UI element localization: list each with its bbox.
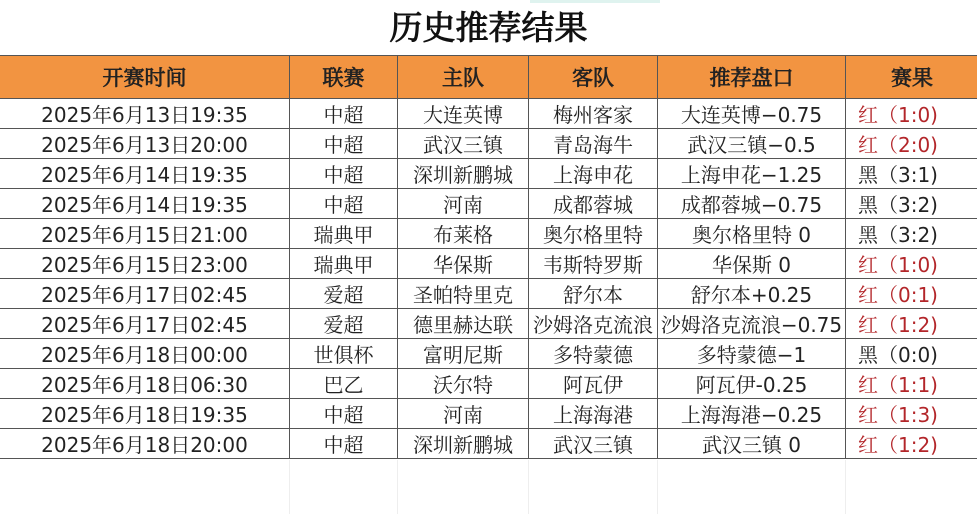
cell-result: 黑（0:0) (846, 339, 977, 369)
cell-pick: 武汉三镇 0 (658, 429, 846, 459)
cell-pick: 华保斯 0 (658, 249, 846, 279)
cell-league: 中超 (290, 399, 398, 429)
cell-time: 2025年6月15日21:00 (0, 219, 290, 249)
cell-time: 2025年6月15日23:00 (0, 249, 290, 279)
cell-away: 成都蓉城 (529, 189, 658, 219)
cell-time: 2025年6月14日19:35 (0, 189, 290, 219)
cell-result: 红（1:1) (846, 369, 977, 399)
cell-time: 2025年6月18日20:00 (0, 429, 290, 459)
header-away: 客队 (529, 56, 658, 99)
cell-home: 富明尼斯 (398, 339, 529, 369)
cell-away: 多特蒙德 (529, 339, 658, 369)
cell-result: 红（1:3) (846, 399, 977, 429)
cell-away: 武汉三镇 (529, 429, 658, 459)
table-row (0, 189, 977, 219)
cell-home: 深圳新鹏城 (398, 159, 529, 189)
cell-league: 爱超 (290, 279, 398, 309)
cell-home: 华保斯 (398, 249, 529, 279)
table-row (0, 309, 977, 339)
page-title: 历史推荐结果 (389, 8, 588, 47)
cell-league: 瑞典甲 (290, 249, 398, 279)
cell-pick: 武汉三镇−0.5 (658, 129, 846, 159)
cell-pick: 大连英博−0.75 (658, 99, 846, 129)
cell-pick: 多特蒙德−1 (658, 339, 846, 369)
cell-pick: 成都蓉城−0.75 (658, 189, 846, 219)
cell-league: 中超 (290, 99, 398, 129)
cell-home: 河南 (398, 189, 529, 219)
results-table (0, 55, 977, 459)
cell-league: 中超 (290, 129, 398, 159)
cell-pick: 沙姆洛克流浪−0.75 (658, 309, 846, 339)
header-time: 开赛时间 (0, 56, 290, 99)
cell-time: 2025年6月14日19:35 (0, 159, 290, 189)
cell-home: 深圳新鹏城 (398, 429, 529, 459)
cell-home: 圣帕特里克 (398, 279, 529, 309)
table-row (0, 99, 977, 129)
cell-away: 梅州客家 (529, 99, 658, 129)
gridline (397, 460, 398, 514)
table-row (0, 129, 977, 159)
cell-league: 中超 (290, 159, 398, 189)
cell-time: 2025年6月18日06:30 (0, 369, 290, 399)
cell-home: 德里赫达联 (398, 309, 529, 339)
cell-pick: 奥尔格里特 0 (658, 219, 846, 249)
cell-home: 河南 (398, 399, 529, 429)
table-row (0, 399, 977, 429)
table-row (0, 279, 977, 309)
cell-away: 韦斯特罗斯 (529, 249, 658, 279)
cell-away: 沙姆洛克流浪 (529, 309, 658, 339)
gridline (289, 460, 290, 514)
header-row (0, 56, 977, 99)
table-row (0, 339, 977, 369)
cell-time: 2025年6月18日19:35 (0, 399, 290, 429)
table-row (0, 159, 977, 189)
header-league: 联赛 (290, 56, 398, 99)
cell-result: 红（1:2) (846, 429, 977, 459)
cell-home: 布莱格 (398, 219, 529, 249)
cell-away: 奥尔格里特 (529, 219, 658, 249)
cell-result: 红（1:2) (846, 309, 977, 339)
cell-away: 阿瓦伊 (529, 369, 658, 399)
cell-league: 世俱杯 (290, 339, 398, 369)
gridline (845, 460, 846, 514)
cell-pick: 上海申花−1.25 (658, 159, 846, 189)
cell-result: 红（2:0) (846, 129, 977, 159)
cell-league: 中超 (290, 429, 398, 459)
table-row (0, 249, 977, 279)
cell-away: 青岛海牛 (529, 129, 658, 159)
cell-home: 武汉三镇 (398, 129, 529, 159)
cell-time: 2025年6月17日02:45 (0, 309, 290, 339)
cell-league: 中超 (290, 189, 398, 219)
cell-league: 瑞典甲 (290, 219, 398, 249)
table-row (0, 219, 977, 249)
cell-result: 红（1:0) (846, 99, 977, 129)
cell-away: 舒尔本 (529, 279, 658, 309)
cell-time: 2025年6月13日20:00 (0, 129, 290, 159)
table-row (0, 429, 977, 459)
cell-away: 上海申花 (529, 159, 658, 189)
cell-time: 2025年6月17日02:45 (0, 279, 290, 309)
table-row (0, 369, 977, 399)
cell-pick: 阿瓦伊-0.25 (658, 369, 846, 399)
cell-result: 黑（3:2) (846, 189, 977, 219)
cell-result: 黑（3:2) (846, 219, 977, 249)
cell-pick: 舒尔本+0.25 (658, 279, 846, 309)
cell-result: 红（0:1) (846, 279, 977, 309)
cell-league: 巴乙 (290, 369, 398, 399)
cell-home: 沃尔特 (398, 369, 529, 399)
cell-home: 大连英博 (398, 99, 529, 129)
header-result: 赛果 (846, 56, 977, 99)
cell-pick: 上海海港−0.25 (658, 399, 846, 429)
cell-time: 2025年6月13日19:35 (0, 99, 290, 129)
cell-time: 2025年6月18日00:00 (0, 339, 290, 369)
gridline (528, 460, 529, 514)
cell-result: 黑（3:1) (846, 159, 977, 189)
cell-away: 上海海港 (529, 399, 658, 429)
header-home: 主队 (398, 56, 529, 99)
cell-league: 爱超 (290, 309, 398, 339)
cell-result: 红（1:0) (846, 249, 977, 279)
header-pick: 推荐盘口 (658, 56, 846, 99)
gridline (657, 460, 658, 514)
